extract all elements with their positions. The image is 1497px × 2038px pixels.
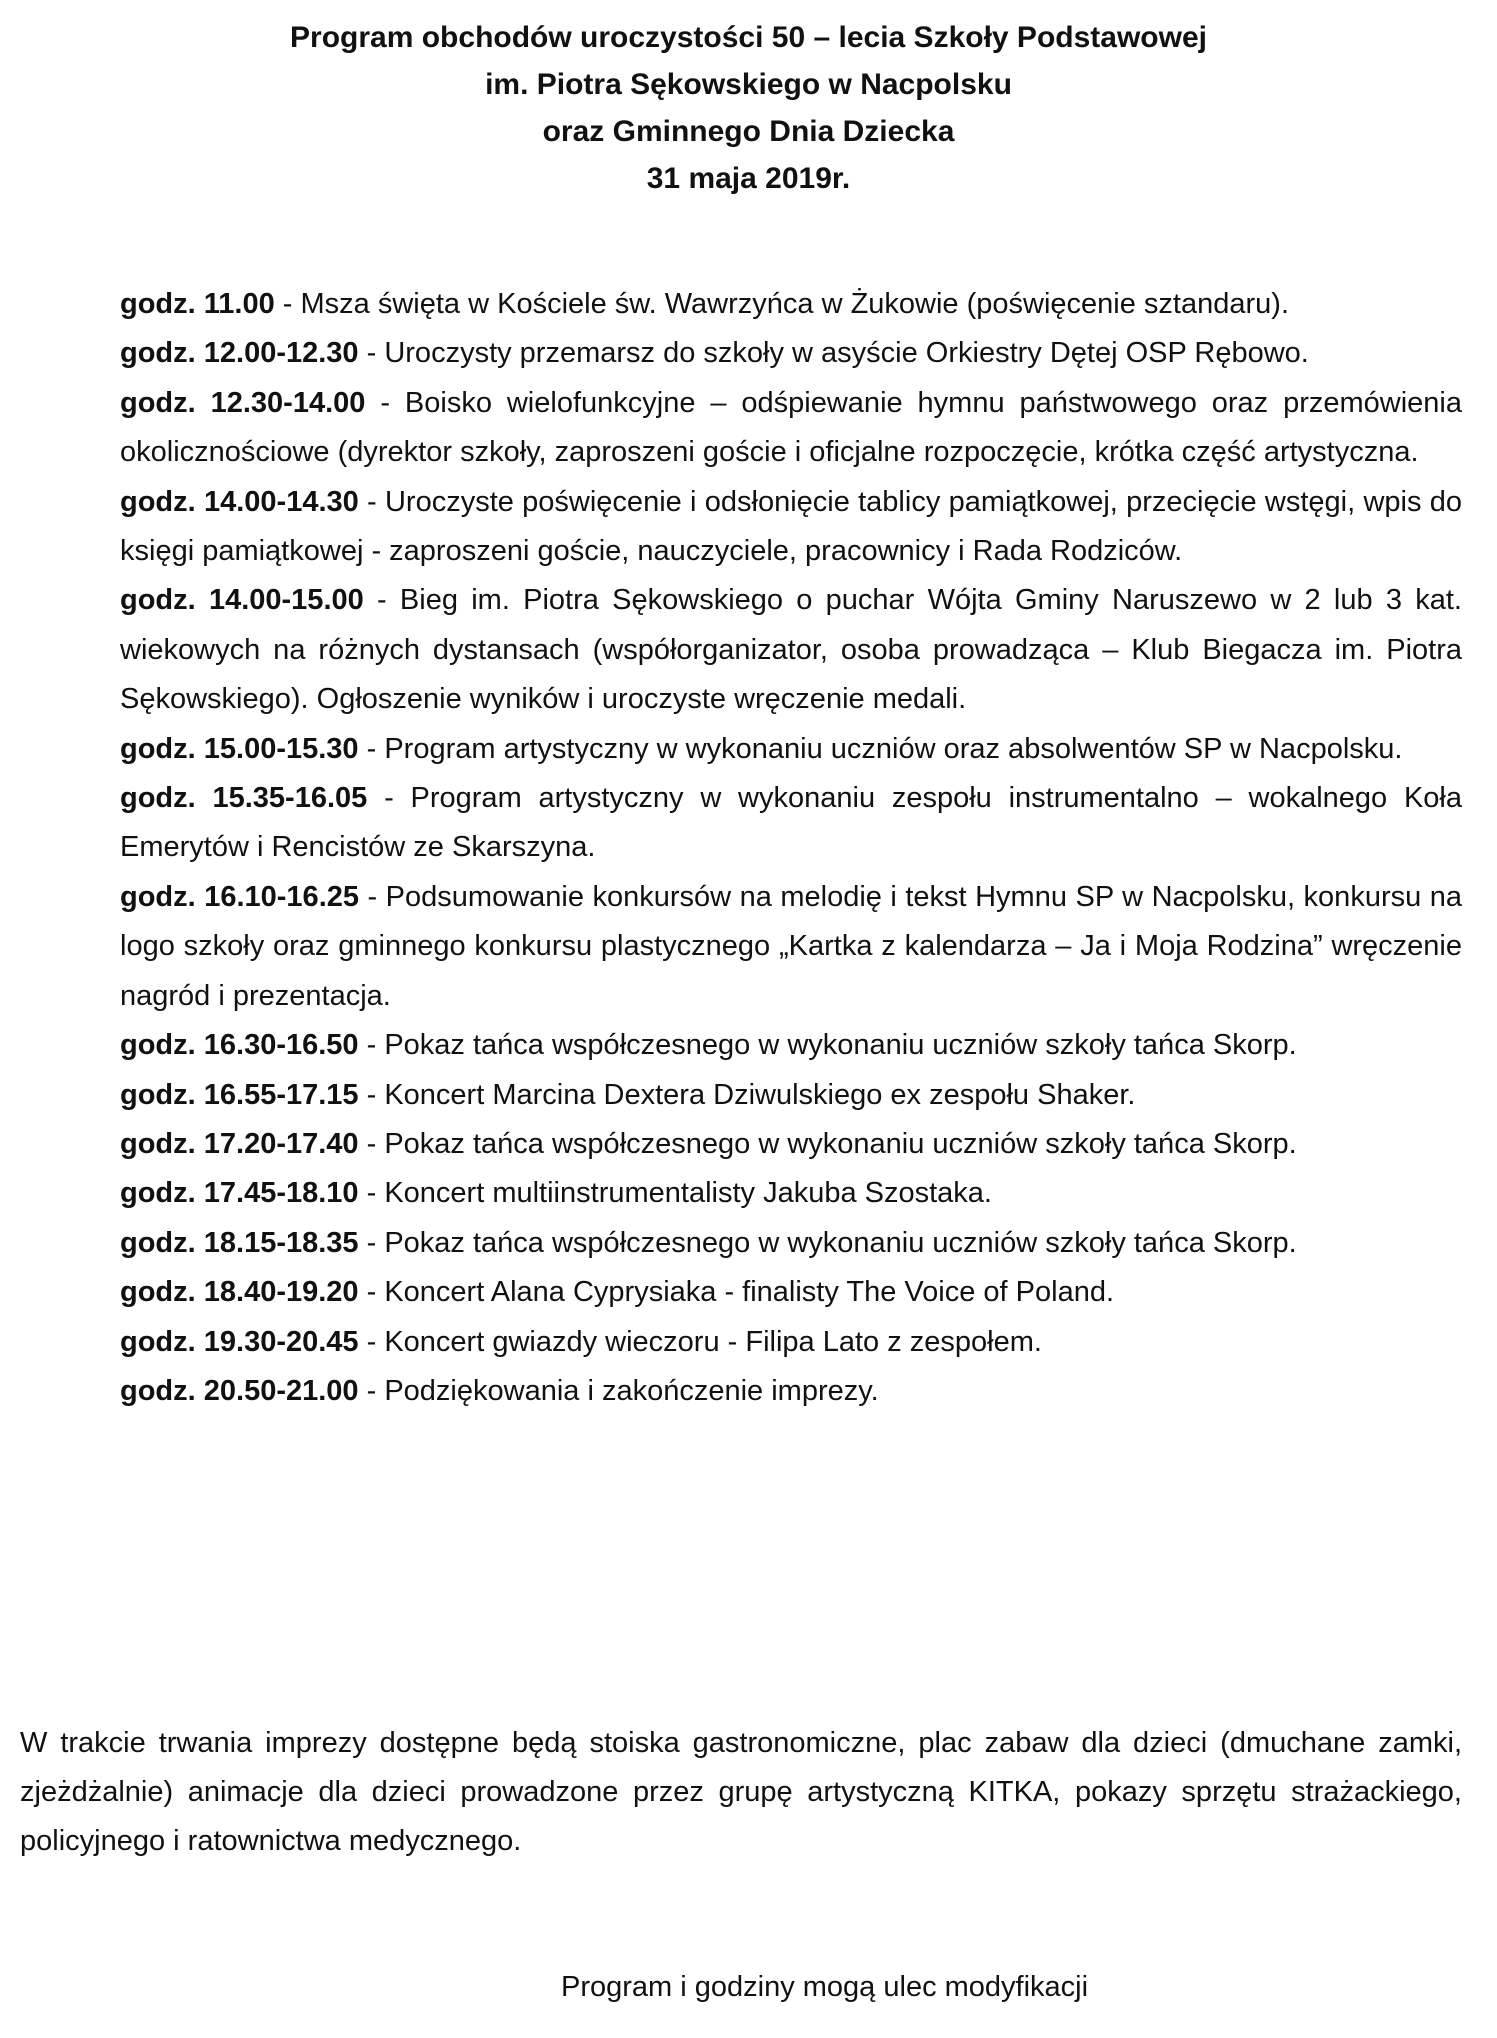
schedule-description: - Koncert multiinstrumentalisty Jakuba Szostaka. — [358, 1177, 992, 1210]
schedule-description: - Uroczysty przemarsz do szkoły w asyście Orkiestry Dętej OSP Rębowo. — [358, 337, 1309, 370]
schedule-entry — [120, 1169, 1462, 1218]
schedule-time: godz. 14.00-14.30 — [120, 485, 359, 518]
schedule-description: - Bieg im. Piotra Sękowskiego o puchar Wójta Gminy Naruszewo w 2 lub 3 kat. wiekowych na różnych dystansach (współorganizator, osoba prowadząca – Klub Biegacza im. Piotra Sękowskiego). Ogłoszenie wyników i uroczyste wręczenie medali. — [120, 584, 1462, 716]
schedule-description: - Program artystyczny w wykonaniu uczniów oraz absolwentów SP w Nacpolsku. — [358, 732, 1403, 765]
schedule-disclaimer: Program i godziny mogą ulec modyfikacji — [561, 1971, 1089, 2003]
schedule-entry — [120, 774, 1462, 873]
schedule-time: godz. 19.30-20.45 — [120, 1325, 359, 1358]
schedule-time: godz. 16.55-17.15 — [120, 1078, 359, 1111]
schedule-entry — [120, 1071, 1462, 1120]
title-line: im. Piotra Sękowskiego w Nacpolsku — [485, 68, 1012, 101]
schedule-time: godz. 14.00-15.00 — [120, 584, 364, 617]
title-date: 31 maja 2019r. — [646, 162, 851, 195]
document-title — [0, 14, 1497, 202]
schedule-description: - Program artystyczny w wykonaniu zespołu instrumentalno – wokalnego Koła Emerytów i Rencistów ze Skarszyna. — [120, 782, 1462, 864]
schedule-entry — [120, 1367, 1462, 1416]
schedule-entry — [120, 1021, 1462, 1070]
schedule-entry — [120, 1318, 1462, 1367]
schedule-description: - Pokaz tańca współczesnego w wykonaniu uczniów szkoły tańca Skorp. — [358, 1226, 1297, 1259]
schedule-time: godz. 12.00-12.30 — [120, 337, 359, 370]
schedule-time: godz. 15.00-15.30 — [120, 732, 359, 765]
schedule-time: godz. 16.10-16.25 — [120, 880, 360, 913]
schedule-time: godz. 20.50-21.00 — [120, 1374, 359, 1407]
schedule-description: - Podsumowanie konkursów na melodię i tekst Hymnu SP w Nacpolsku, konkursu na logo szkoły oraz gminnego konkursu plastycznego „Kartka z kalendarza – Ja i Moja Rodzina” wręczenie nagród i prezentacja. — [120, 880, 1462, 1012]
schedule-description: - Msza święta w Kościele św. Wawrzyńca w Żukowie (poświęcenie sztandaru). — [274, 288, 1289, 320]
schedule-entry — [120, 329, 1462, 378]
schedule-time: godz. 15.35-16.05 — [120, 782, 368, 815]
schedule-list — [120, 280, 1462, 1416]
schedule-entry — [120, 576, 1462, 724]
schedule-time: godz. 17.45-18.10 — [120, 1177, 359, 1210]
schedule-description: - Koncert gwiazdy wieczoru - Filipa Lato z zespołem. — [358, 1325, 1042, 1358]
schedule-entry — [120, 280, 1462, 329]
event-attractions-note: W trakcie trwania imprezy dostępne będą stoiska gastronomiczne, plac zabaw dla dzieci (dmuchane zamki, zjeżdżalnie) animacje dla dzieci prowadzone przez grupę artystyczną KITKA, pokazy sprzętu strażackiego, policyjnego i ratownictwa medycznego. — [20, 1727, 1462, 1857]
schedule-description: - Pokaz tańca współczesnego w wykonaniu uczniów szkoły tańca Skorp. — [358, 1029, 1297, 1062]
schedule-description: - Koncert Marcina Dextera Dziwulskiego ex zespołu Shaker. — [358, 1078, 1136, 1111]
schedule-entry — [120, 725, 1462, 774]
schedule-entry — [120, 873, 1462, 1021]
schedule-description: - Uroczyste poświęcenie i odsłonięcie tablicy pamiątkowej, przecięcie wstęgi, wpis do księgi pamiątkowej - zaproszeni goście, nauczyciele, pracownicy i Rada Rodziców. — [120, 485, 1462, 568]
schedule-time: godz. 11.00 — [120, 288, 275, 320]
schedule-time: godz. 16.30-16.50 — [120, 1029, 359, 1062]
schedule-entry — [120, 1268, 1462, 1317]
schedule-time: godz. 12.30-14.00 — [120, 386, 366, 419]
schedule-description: - Podziękowania i zakończenie imprezy. — [358, 1374, 879, 1407]
schedule-entry — [120, 478, 1462, 577]
schedule-entry — [120, 1219, 1462, 1268]
schedule-entry — [120, 1120, 1462, 1169]
title-line: Program obchodów uroczystości 50 – lecia Szkoły Podstawowej — [290, 21, 1207, 54]
schedule-time: godz. 17.20-17.40 — [120, 1127, 359, 1160]
schedule-description: - Pokaz tańca współczesnego w wykonaniu uczniów szkoły tańca Skorp. — [358, 1127, 1297, 1160]
schedule-time: godz. 18.40-19.20 — [120, 1276, 359, 1309]
title-line: oraz Gminnego Dnia Dziecka — [542, 115, 955, 148]
schedule-description: - Boisko wielofunkcyjne – odśpiewanie hymnu państwowego oraz przemówienia okolicznościowe (dyrektor szkoły, zaproszeni goście i oficjalne rozpoczęcie, krótka część artystyczna. — [120, 386, 1462, 469]
schedule-time: godz. 18.15-18.35 — [120, 1226, 359, 1259]
schedule-entry — [120, 379, 1462, 478]
schedule-description: - Koncert Alana Cyprysiaka - finalisty The Voice of Poland. — [358, 1276, 1115, 1309]
